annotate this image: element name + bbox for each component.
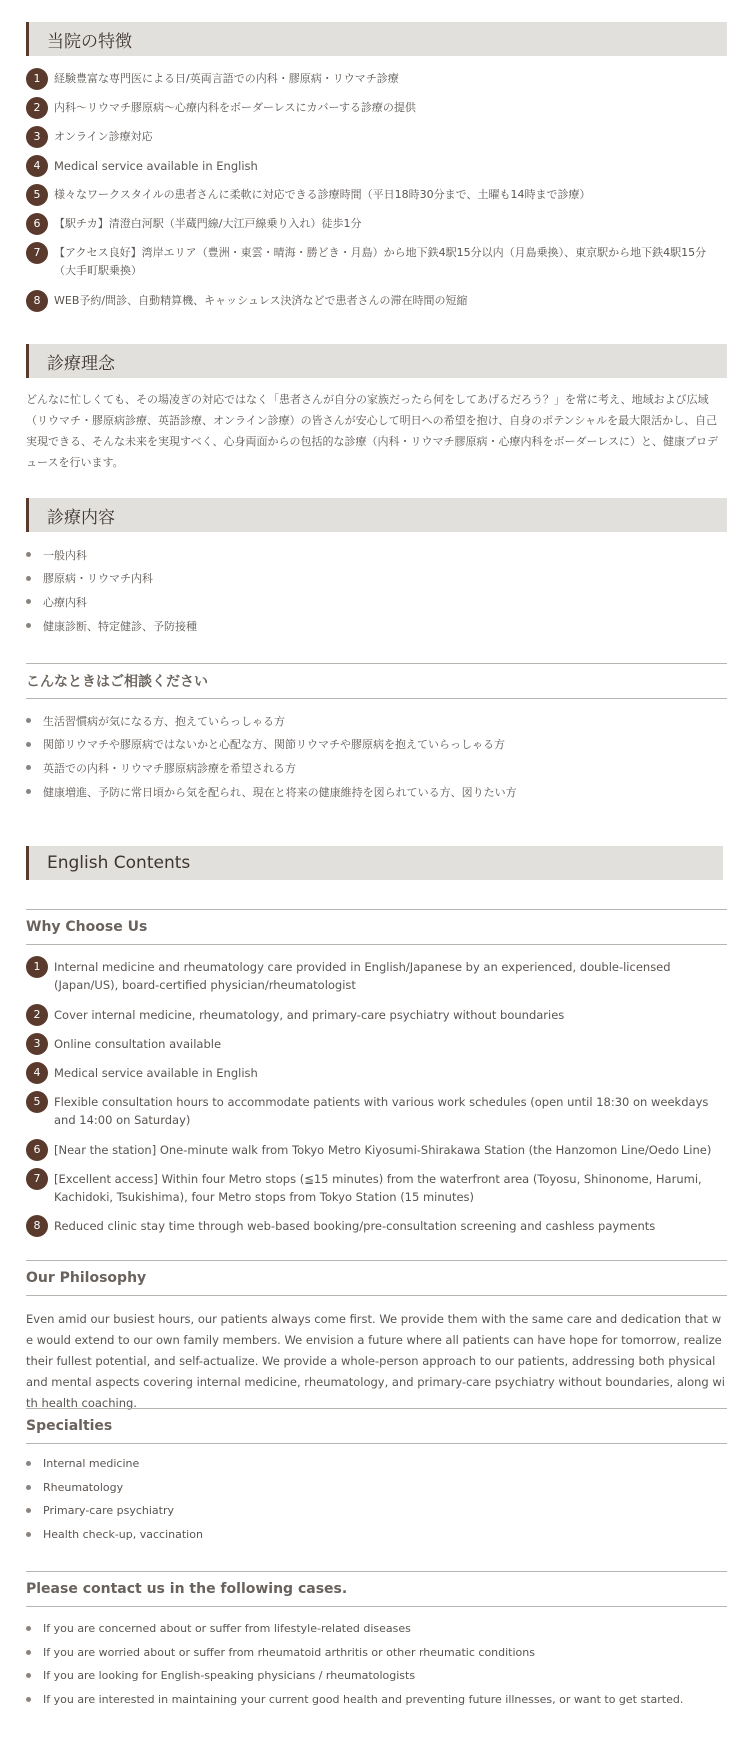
list-item: 膠原病・リウマチ内科 (26, 567, 726, 591)
bullet-icon (26, 1650, 31, 1655)
specialties-heading: Specialties (26, 1408, 727, 1444)
reason-item-4 (26, 1064, 726, 1084)
number-badge: 1 (26, 68, 48, 90)
number-badge: 3 (26, 126, 48, 148)
reason-text: Cover internal medicine, rheumatology, and primary-care psychiatry without boundaries (54, 1008, 565, 1022)
bullet-icon (26, 765, 31, 770)
reason-item-8 (26, 1217, 726, 1237)
feature-item-2 (26, 99, 726, 119)
feature-item-8 (26, 292, 726, 312)
specialties-list (26, 1452, 726, 1546)
our-philosophy-heading: Our Philosophy (26, 1260, 727, 1296)
bullet-icon (26, 789, 31, 794)
services-heading: 診療内容 (26, 498, 727, 532)
reason-item-3 (26, 1035, 726, 1055)
list-item: 英語での内科・リウマチ膠原病診療を希望される方 (26, 756, 726, 780)
bullet-icon (26, 1626, 31, 1631)
list-item: 健康増進、予防に常日頃から気を配られ、現在と将来の健康維持を図られている方、図りたい方 (26, 780, 726, 804)
list-item: 関節リウマチや膠原病ではないかと心配な方、関節リウマチや膠原病を抱えていらっしゃる方 (26, 733, 726, 757)
bullet-icon (26, 1485, 31, 1490)
number-badge: 5 (26, 184, 48, 206)
number-badge: 2 (26, 1004, 48, 1026)
number-badge: 6 (26, 213, 48, 235)
feature-text: 様々なワークスタイルの患者さんに柔軟に対応できる診療時間（平日18時30分まで、土曜も14時まで診療） (54, 188, 591, 201)
contact-cases-list (26, 1617, 726, 1711)
reason-text: Medical service available in English (54, 1066, 258, 1080)
reason-text: Reduced clinic stay time through web-based booking/pre-consultation screening and cashless payments (54, 1219, 656, 1233)
services-list (26, 543, 726, 637)
why-choose-us-heading: Why Choose Us (26, 909, 727, 945)
list-item: If you are looking for English-speaking physicians / rheumatologists (26, 1664, 726, 1688)
list-item: Rheumatology (26, 1476, 726, 1500)
feature-item-1 (26, 70, 726, 90)
reason-item-6 (26, 1141, 726, 1161)
list-item: 健康診断、特定健診、予防接種 (26, 614, 726, 638)
contact-cases-heading: Please contact us in the following cases. (26, 1571, 727, 1607)
list-item: 心療内科 (26, 590, 726, 614)
bullet-icon (26, 1461, 31, 1466)
bullet-icon (26, 1673, 31, 1678)
reason-item-7 (26, 1170, 726, 1206)
bullet-icon (26, 1508, 31, 1513)
bullet-icon (26, 599, 31, 604)
number-badge: 2 (26, 97, 48, 119)
list-item: If you are concerned about or suffer from lifestyle-related diseases (26, 1617, 726, 1641)
reason-text: [Excellent access] Within four Metro stops (≦15 minutes) from the waterfront area (Toyosu, Shinonome, Harumi, Kachidoki, Tsukishima), four Metro stops from Tokyo Station (15 minutes) (54, 1172, 702, 1204)
feature-text: WEB予約/問診、自動精算機、キャッシュレス決済などで患者さんの滞在時間の短縮 (54, 294, 468, 307)
features-heading: 当院の特徴 (26, 22, 727, 56)
reason-item-2 (26, 1006, 726, 1026)
english-contents-heading: English Contents (26, 846, 723, 880)
feature-text: 経験豊富な専門医による日/英両言語での内科・膠原病・リウマチ診療 (54, 72, 399, 85)
number-badge: 7 (26, 242, 48, 264)
feature-text: 【駅チカ】清澄白河駅（半蔵門線/大江戸線乗り入れ）徒歩1分 (54, 217, 362, 230)
list-item: Primary-care psychiatry (26, 1499, 726, 1523)
our-philosophy-text: Even amid our busiest hours, our patients always come first. We provide them with the same care and dedication that we would extend to our own family members. We envision a future where all patients can have hope for tomorrow, realize their fullest potential, and self-actualize. We provide a whole-person approach to our patients, addressing both physical and mental aspects covering internal medicine, rheumatology, and primary-care psychiatry without boundaries, along with health coaching. (26, 1312, 725, 1410)
bullet-icon (26, 552, 31, 557)
number-badge: 4 (26, 155, 48, 177)
number-badge: 7 (26, 1168, 48, 1190)
number-badge: 4 (26, 1062, 48, 1084)
reason-text: Online consultation available (54, 1037, 222, 1051)
feature-text: 内科〜リウマチ膠原病〜心療内科をボーダーレスにカバーする診療の提供 (54, 101, 416, 114)
feature-text: オンライン診療対応 (54, 130, 153, 143)
philosophy-heading: 診療理念 (26, 344, 727, 378)
number-badge: 1 (26, 956, 48, 978)
list-item: If you are worried about or suffer from rheumatoid arthritis or other rheumatic conditions (26, 1641, 726, 1665)
consult-list (26, 709, 726, 803)
bullet-icon (26, 1697, 31, 1702)
bullet-icon (26, 742, 31, 747)
feature-text: 【アクセス良好】湾岸エリア（豊洲・東雲・晴海・勝どき・月島）から地下鉄4駅15分以内（月島乗換）、東京駅から地下鉄4駅15分（大手町駅乗換） (54, 246, 707, 277)
list-item: If you are interested in maintaining your current good health and preventing future illnesses, or want to get started. (26, 1688, 726, 1712)
number-badge: 8 (26, 1215, 48, 1237)
reason-item-1 (26, 958, 726, 994)
list-item: Health check-up, vaccination (26, 1523, 726, 1547)
feature-item-4 (26, 157, 726, 177)
philosophy-text: どんなに忙しくても、その場凌ぎの対応ではなく「患者さんが自分の家族だったら何をしてあげるだろう？」を常に考え、地域および広域（リウマチ・膠原病診療、英語診療、オンライン診療）の皆さんが安心して明日への希望を抱け、自身のポテンシャルを最大限活かし、自己実現できる、そんな未来を実現すべく、心身両面からの包括的な診療（内科・リウマチ膠原病・心療内科をボーダーレスに）と、健康プロデュースを行います。 (26, 393, 719, 469)
list-item: Internal medicine (26, 1452, 726, 1476)
bullet-icon (26, 576, 31, 581)
number-badge: 3 (26, 1033, 48, 1055)
consult-heading: こんなときはご相談ください (26, 663, 727, 699)
reason-text: [Near the station] One-minute walk from Tokyo Metro Kiyosumi-Shirakawa Station (the Hanzomon Line/Oedo Line) (54, 1143, 712, 1157)
bullet-icon (26, 623, 31, 628)
reason-item-5 (26, 1093, 726, 1129)
feature-item-3 (26, 128, 726, 148)
reason-text: Internal medicine and rheumatology care provided in English/Japanese by an experienced, double-licensed (Japan/US), board-certified physician/rheumatologist (54, 960, 671, 992)
number-badge: 5 (26, 1091, 48, 1113)
feature-text: Medical service available in English (54, 159, 258, 173)
feature-item-7 (26, 244, 726, 280)
number-badge: 8 (26, 290, 48, 312)
number-badge: 6 (26, 1139, 48, 1161)
bullet-icon (26, 1532, 31, 1537)
list-item: 生活習慣病が気になる方、抱えていらっしゃる方 (26, 709, 726, 733)
reason-text: Flexible consultation hours to accommodate patients with various work schedules (open until 18:30 on weekdays and 14:00 on Saturday) (54, 1095, 709, 1127)
bullet-icon (26, 718, 31, 723)
feature-item-5 (26, 186, 726, 206)
list-item: 一般内科 (26, 543, 726, 567)
feature-item-6 (26, 215, 726, 235)
